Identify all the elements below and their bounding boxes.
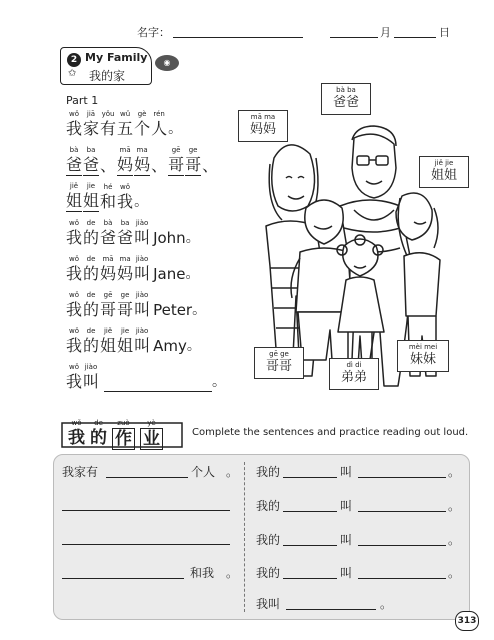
reading-char: bà 爸 <box>100 219 117 247</box>
reading-char: 、 <box>100 156 117 175</box>
reading-char: jiā 家 <box>83 110 100 138</box>
reading-end-mark: 。 <box>134 194 149 210</box>
reading-char: mā 妈 <box>117 146 134 174</box>
hw-right-jiao: 叫 <box>340 566 353 580</box>
reading-char: ge 哥 <box>185 146 202 174</box>
hw-left-1-end: 个人 <box>191 465 216 479</box>
unit-title-zh: 我的家 <box>89 69 126 83</box>
reading-char: jie 姐 <box>117 327 134 355</box>
reading-char: bà 爸 <box>66 146 83 174</box>
reading-name: John <box>153 229 186 247</box>
page-number: 313 <box>455 611 479 631</box>
hw-right-end: 。 <box>448 465 461 479</box>
month-field[interactable] <box>330 37 378 38</box>
label-gege: gē ge 哥哥 <box>254 347 304 379</box>
name-label: 名字： <box>137 26 170 39</box>
reading-line <box>66 327 201 356</box>
hw-right-end: 。 <box>448 499 461 513</box>
homework-divider <box>244 462 245 612</box>
reading-char: wǒ 我 <box>66 327 83 355</box>
hw-right-end: 。 <box>448 533 461 547</box>
reading-char: jiào 叫 <box>134 219 151 247</box>
hw-right-blank-b[interactable] <box>358 511 446 512</box>
reading-char: ma 妈 <box>117 255 134 283</box>
reading-char: ge 哥 <box>117 291 134 319</box>
month-label: 月 <box>380 26 391 39</box>
hw-right-blank-a[interactable] <box>283 511 337 512</box>
reading-char: 、 <box>202 156 219 175</box>
reading-end-mark: 。 <box>185 266 200 282</box>
star-icon: ✩ <box>68 68 77 79</box>
reading-char: wǒ 我 <box>117 183 134 211</box>
reading-char: mā 妈 <box>100 255 117 283</box>
hw-left-4-blank[interactable] <box>62 578 184 579</box>
day-field[interactable] <box>394 37 436 38</box>
reading-char: jie 姐 <box>83 182 100 210</box>
reading-char: jiào 叫 <box>134 327 151 355</box>
reading-char: ba 爸 <box>83 146 100 174</box>
hw-right-start: 我的 <box>256 533 281 547</box>
reading-char: wǔ 五 <box>117 110 134 138</box>
unit-badge <box>60 47 152 85</box>
hw-right-blank-b[interactable] <box>358 545 446 546</box>
reading-end-mark: 。 <box>168 121 183 137</box>
hw-right-blank-a[interactable] <box>283 477 337 478</box>
hw-left-1-start: 我家有 <box>62 465 99 479</box>
reading-line <box>66 255 199 284</box>
reading-line <box>66 363 226 392</box>
hw-right-5-blank[interactable] <box>286 609 376 610</box>
hw-right-start: 我的 <box>256 566 281 580</box>
hw-right-blank-b[interactable] <box>358 578 446 579</box>
reading-char: jiào 叫 <box>83 363 100 391</box>
reading-char: wǒ 我 <box>66 110 83 138</box>
hw-right-jiao: 叫 <box>340 499 353 513</box>
reading-char: gè 个 <box>134 110 151 138</box>
reading-line <box>66 219 200 248</box>
reading-char: de 的 <box>83 327 100 355</box>
label-mama: mā ma 妈妈 <box>238 110 288 142</box>
reading-char: hé 和 <box>100 183 117 211</box>
reading-char: gē 哥 <box>168 146 185 174</box>
hw-left-1-blank[interactable] <box>106 477 188 478</box>
reading-name: Amy <box>153 337 187 355</box>
reading-char: jiě 姐 <box>100 327 117 355</box>
reading-char: jiào 叫 <box>134 291 151 319</box>
reading-end-mark: 。 <box>186 338 201 354</box>
day-label: 日 <box>439 26 450 39</box>
reading-end-mark: 。 <box>185 230 200 246</box>
reading-char: de 的 <box>83 291 100 319</box>
hw-right-end: 。 <box>448 566 461 580</box>
hw-right-jiao: 叫 <box>340 465 353 479</box>
reading-char: wǒ 我 <box>66 255 83 283</box>
reading-name: Peter <box>153 301 193 319</box>
reading-char: rén 人 <box>151 110 168 138</box>
reading-char: wǒ 我 <box>66 219 83 247</box>
label-jiejie: jiě jie 姐姐 <box>419 156 469 188</box>
reading-line <box>66 291 206 320</box>
label-didi: dì di 弟弟 <box>329 358 379 390</box>
reading-blank[interactable] <box>104 373 212 392</box>
reading-char: gē 哥 <box>100 291 117 319</box>
reading-char: yǒu 有 <box>100 110 117 138</box>
hw-right-5-start: 我叫 <box>256 597 281 611</box>
reading-char: 、 <box>151 156 168 175</box>
reading-line <box>66 110 182 139</box>
reading-char: jiào 叫 <box>134 255 151 283</box>
hw-right-blank-a[interactable] <box>283 545 337 546</box>
reading-line <box>66 146 219 176</box>
reading-name: Jane <box>153 265 186 283</box>
name-field[interactable] <box>173 37 303 38</box>
audio-cd-icon[interactable]: ◉ <box>155 55 179 71</box>
reading-char: wǒ 我 <box>66 363 83 391</box>
homework-header <box>58 417 469 451</box>
hw-left-2-blank[interactable] <box>62 510 230 511</box>
label-meimei: mèi mei 妹妹 <box>397 340 449 372</box>
reading-char: jiě 姐 <box>66 182 83 210</box>
reading-end-mark: 。 <box>212 374 227 390</box>
label-baba: bà ba 爸爸 <box>321 83 371 115</box>
hw-right-start: 我的 <box>256 465 281 479</box>
reading-char: de 的 <box>83 255 100 283</box>
hw-right-blank-b[interactable] <box>358 477 446 478</box>
unit-number: 2 <box>67 53 81 67</box>
hw-left-4-end: 和我 <box>190 566 215 580</box>
unit-title-en: My Family <box>85 51 148 64</box>
homework-title: wǒ 我 de 的 zuò 作 yè 业 <box>68 419 164 450</box>
hw-right-start: 我的 <box>256 499 281 513</box>
reading-end-mark: 。 <box>192 302 207 318</box>
reading-char: ba 爸 <box>117 219 134 247</box>
reading-char: ma 妈 <box>134 146 151 174</box>
reading-char: de 的 <box>83 219 100 247</box>
hw-right-blank-a[interactable] <box>283 578 337 579</box>
hw-left-3-blank[interactable] <box>62 544 230 545</box>
part-heading: Part 1 <box>66 94 99 107</box>
reading-char: wǒ 我 <box>66 291 83 319</box>
hw-right-jiao: 叫 <box>340 533 353 547</box>
reading-line <box>66 182 148 212</box>
homework-instruction: Complete the sentences and practice reading out loud. <box>192 427 469 438</box>
